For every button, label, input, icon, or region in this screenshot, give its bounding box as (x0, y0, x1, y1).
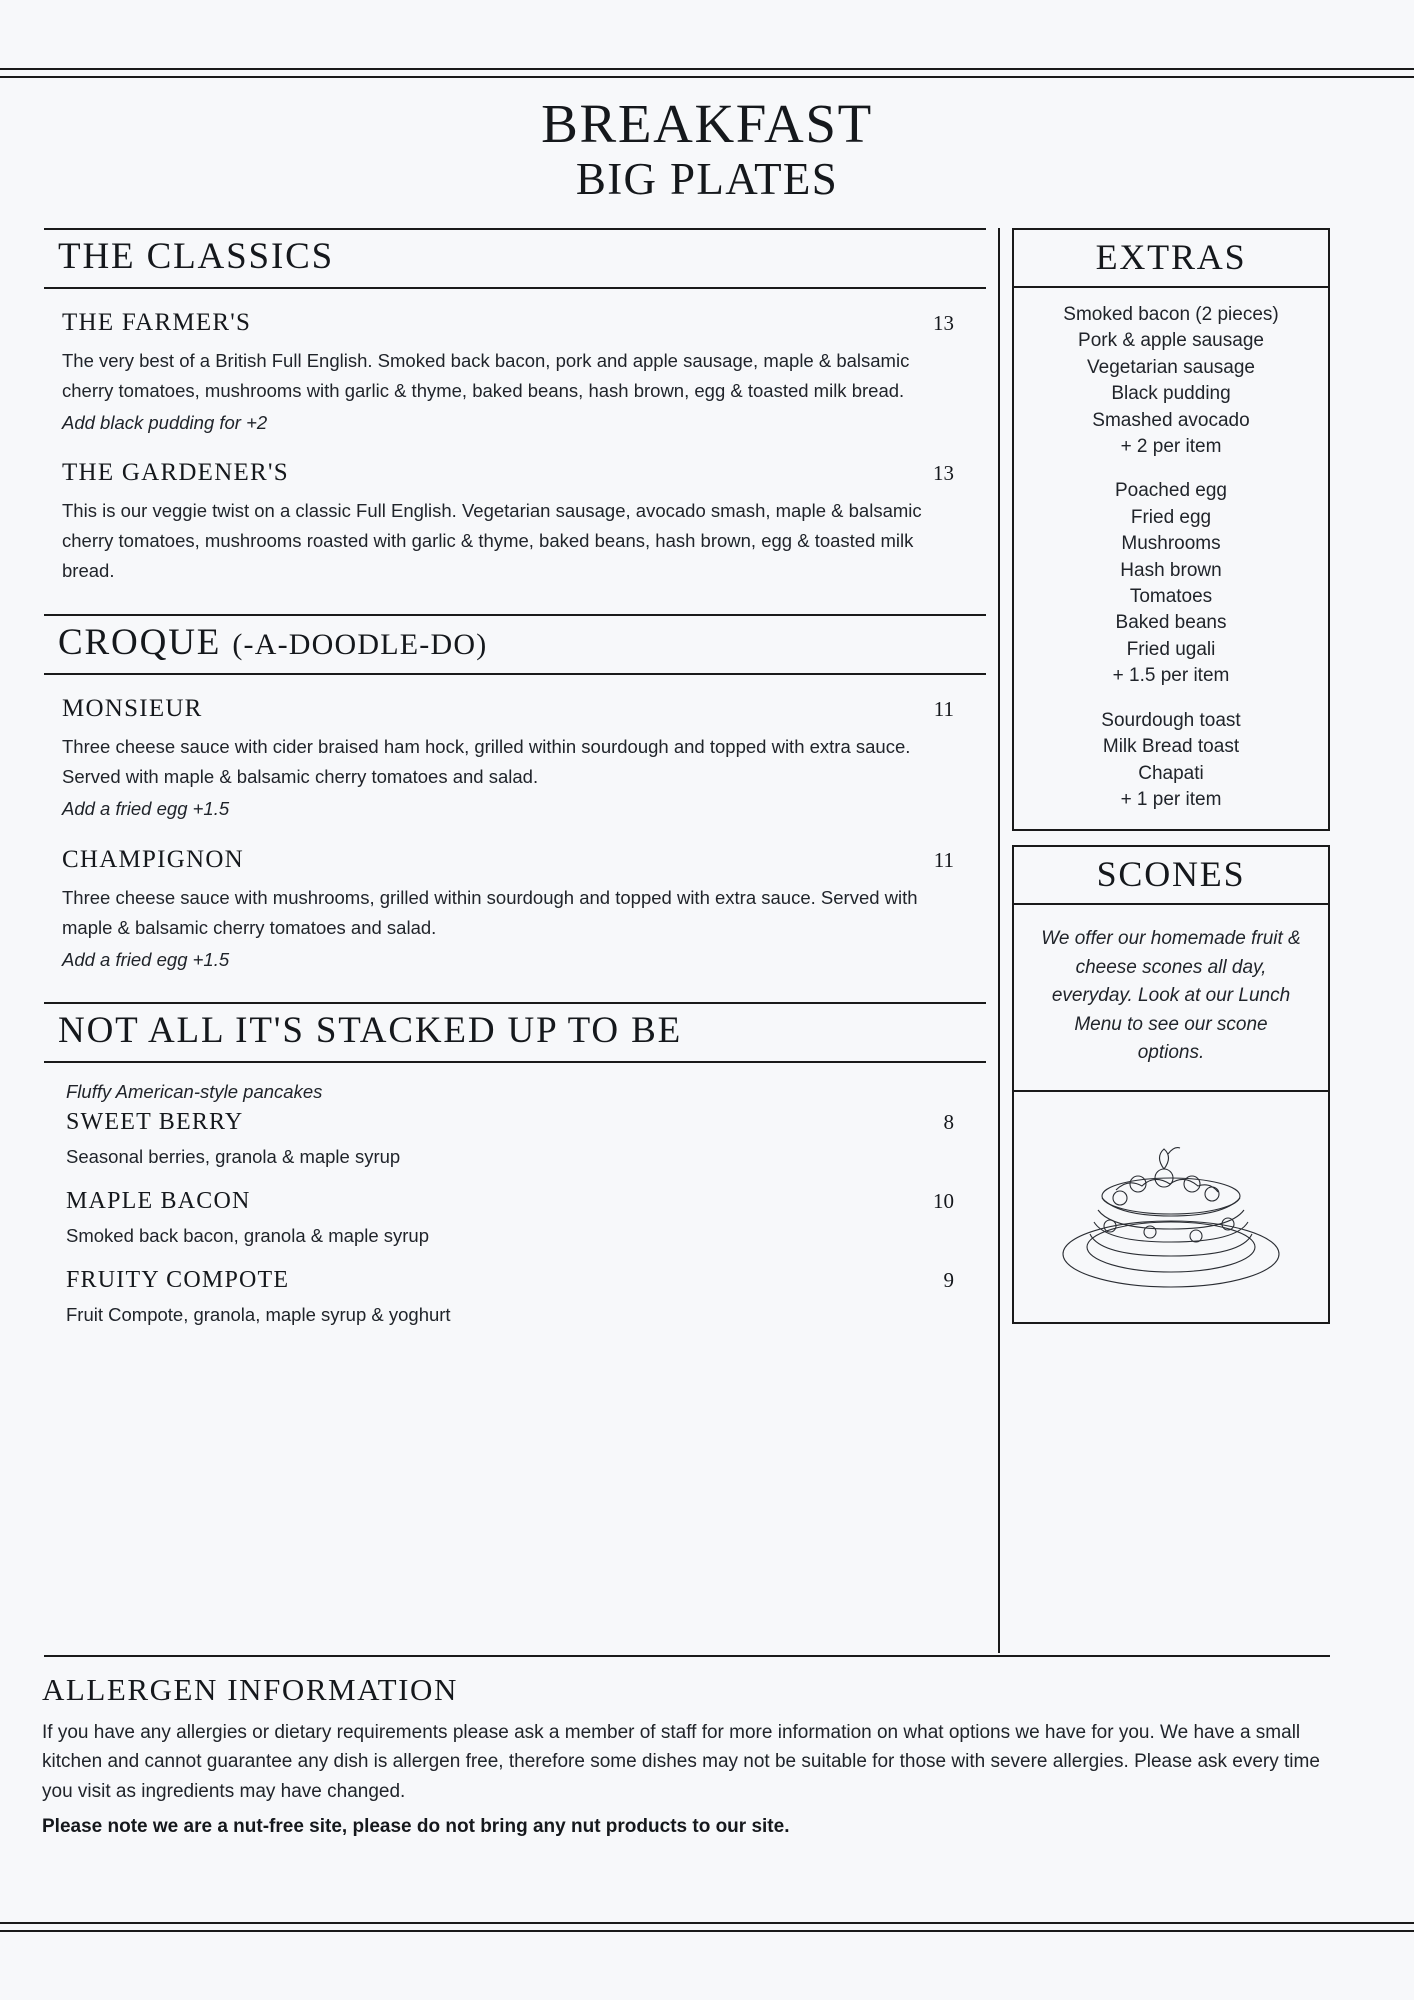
menu-item-description: Three cheese sauce with mushrooms, grilled within sourdough and topped with extra sauce. Served with maple & balsamic cherry tomatoes and salad. (62, 886, 918, 938)
extras-item: Milk Bread toast (1102, 736, 1240, 758)
section-header-stacked (44, 1002, 986, 1063)
menu-item-name: SWEET BERRY (66, 1109, 244, 1136)
menu-item-name: MAPLE BACON (66, 1188, 251, 1214)
scones-body: We offer our homemade fruit & cheese scones all day, everyday. Look at our Lunch Menu to see our scone options. (1041, 928, 1301, 1064)
menu-item-head (62, 309, 968, 337)
section-title-croque (58, 624, 986, 663)
menu-item-name: THE GARDENER'S (62, 459, 289, 487)
menu-item (62, 459, 968, 586)
extras-box (1012, 228, 1330, 831)
extras-group (1024, 708, 1318, 814)
left-column (44, 228, 1000, 1653)
menu-item-price: 11 (933, 697, 954, 722)
extras-item: Sourdough toast (1101, 709, 1241, 731)
menu-subtitle: BIG PLATES (575, 154, 839, 204)
extras-price-note: + 1 per item (1120, 788, 1222, 810)
menu-item-description: Seasonal berries, granola & maple syrup (66, 1146, 401, 1168)
extras-header (1014, 230, 1328, 288)
extras-item: Tomatoes (1129, 586, 1213, 608)
menu-item (62, 309, 968, 438)
menu-item-name: MONSIEUR (62, 695, 203, 723)
scones-title: SCONES (1096, 854, 1246, 895)
menu-title: BREAKFAST (541, 93, 873, 154)
pancake-stack-icon (1046, 1114, 1296, 1299)
page-border-inner-bottom (0, 1922, 1414, 1924)
menu-item-name: FRUITY COMPOTE (66, 1266, 290, 1293)
menu-item-name: THE FARMER'S (62, 308, 252, 336)
section-title-classics: THE CLASSICS (58, 236, 335, 277)
extras-item: Black pudding (1111, 383, 1231, 405)
menu-item-addon: Add black pudding for +2 (62, 411, 268, 433)
section-title-stacked: NOT ALL IT'S STACKED UP TO BE (58, 1010, 683, 1052)
menu-item-price: 10 (933, 1189, 954, 1213)
menu-item-price: 13 (933, 310, 954, 335)
menu-item (62, 695, 968, 824)
menu-item-description: Fruit Compote, granola, maple syrup & yoghurt (66, 1303, 451, 1325)
scones-header (1014, 847, 1328, 905)
menu-item-head (66, 1267, 968, 1294)
section-items-croque (44, 675, 986, 1002)
menu-item-head (66, 1109, 968, 1136)
menu-item-head (62, 695, 968, 723)
section-title-croque-main: CROQUE (58, 622, 222, 664)
menu-header (0, 93, 1414, 207)
allergen-section (42, 1672, 1372, 1838)
section-header-classics (44, 228, 986, 289)
section-note-stacked: Fluffy American-style pancakes (66, 1081, 323, 1103)
menu-item-head (62, 459, 968, 487)
menu-content (44, 228, 1330, 1658)
section-header-croque (44, 614, 986, 675)
menu-item-price: 11 (933, 847, 954, 872)
extras-price-note: + 1.5 per item (1112, 665, 1230, 687)
page-border-inner-top (0, 76, 1414, 78)
pancake-stack-illustration (1012, 1092, 1330, 1324)
extras-item: Smashed avocado (1092, 409, 1250, 431)
menu-item-addon: Add a fried egg +1.5 (62, 798, 230, 820)
menu-item-description: Three cheese sauce with cider braised ham hock, grilled within sourdough and topped with extra sauce. Served with maple & balsamic cherry tomatoes and salad. (62, 736, 911, 788)
menu-item-head (62, 846, 968, 874)
menu-item-head (66, 1188, 968, 1215)
allergen-divider (44, 1655, 1330, 1657)
menu-item-price: 13 (933, 461, 954, 486)
menu-item-description: Smoked back bacon, granola & maple syrup (66, 1225, 430, 1246)
extras-item: Baked beans (1115, 612, 1227, 634)
allergen-body: If you have any allergies or dietary requirements please ask a member of staff for more information on what options we have for you. We have a small kitchen and cannot guarantee any dish is allergen free, therefore some dishes may not be suitable for those with severe allergies. Please ask every time you visit as ingredients may have changed. (42, 1722, 1320, 1802)
allergen-title: ALLERGEN INFORMATION (42, 1672, 458, 1707)
extras-item: Chapati (1138, 762, 1204, 784)
extras-item: Fried ugali (1126, 638, 1216, 660)
extras-item: Mushrooms (1121, 533, 1221, 555)
menu-item-description: This is our veggie twist on a classic Full English. Vegetarian sausage, avocado smash, maple & balsamic cherry tomatoes, mushrooms roasted with garlic & thyme, baked beans, hash brown, egg & toasted milk bread. (62, 500, 922, 582)
section-title-croque-sub: (-A-DOODLE-DO) (232, 628, 488, 662)
extras-group (1024, 478, 1318, 689)
extras-item: Hash brown (1120, 559, 1222, 581)
extras-price-note: + 2 per item (1120, 436, 1222, 458)
menu-item (44, 1188, 986, 1251)
menu-item-price: 8 (943, 1110, 954, 1135)
scones-box (1012, 845, 1330, 1092)
extras-item: Vegetarian sausage (1087, 356, 1255, 378)
extras-body (1014, 288, 1328, 829)
extras-item: Smoked bacon (2 pieces) (1063, 304, 1279, 325)
menu-item-addon: Add a fried egg +1.5 (62, 948, 230, 970)
menu-item (44, 1109, 986, 1172)
extras-item: Pork & apple sausage (1078, 330, 1264, 352)
menu-item-description: The very best of a British Full English. Smoked back bacon, pork and apple sausage, maple & balsamic cherry tomatoes, mushrooms with garlic & thyme, baked beans, hash brown, egg & toasted milk bread. (62, 349, 910, 401)
right-column (1012, 228, 1330, 1324)
extras-item: Fried egg (1130, 506, 1212, 528)
extras-title: EXTRAS (1095, 237, 1247, 277)
menu-item (44, 1267, 986, 1330)
extras-group (1024, 302, 1318, 460)
menu-item-price: 9 (943, 1267, 954, 1292)
extras-item: Poached egg (1115, 480, 1227, 502)
section-items-classics (44, 289, 986, 614)
allergen-note: Please note we are a nut-free site, please do not bring any nut products to our site. (42, 1816, 790, 1838)
menu-item (62, 846, 968, 975)
menu-item-name: CHAMPIGNON (62, 845, 244, 873)
